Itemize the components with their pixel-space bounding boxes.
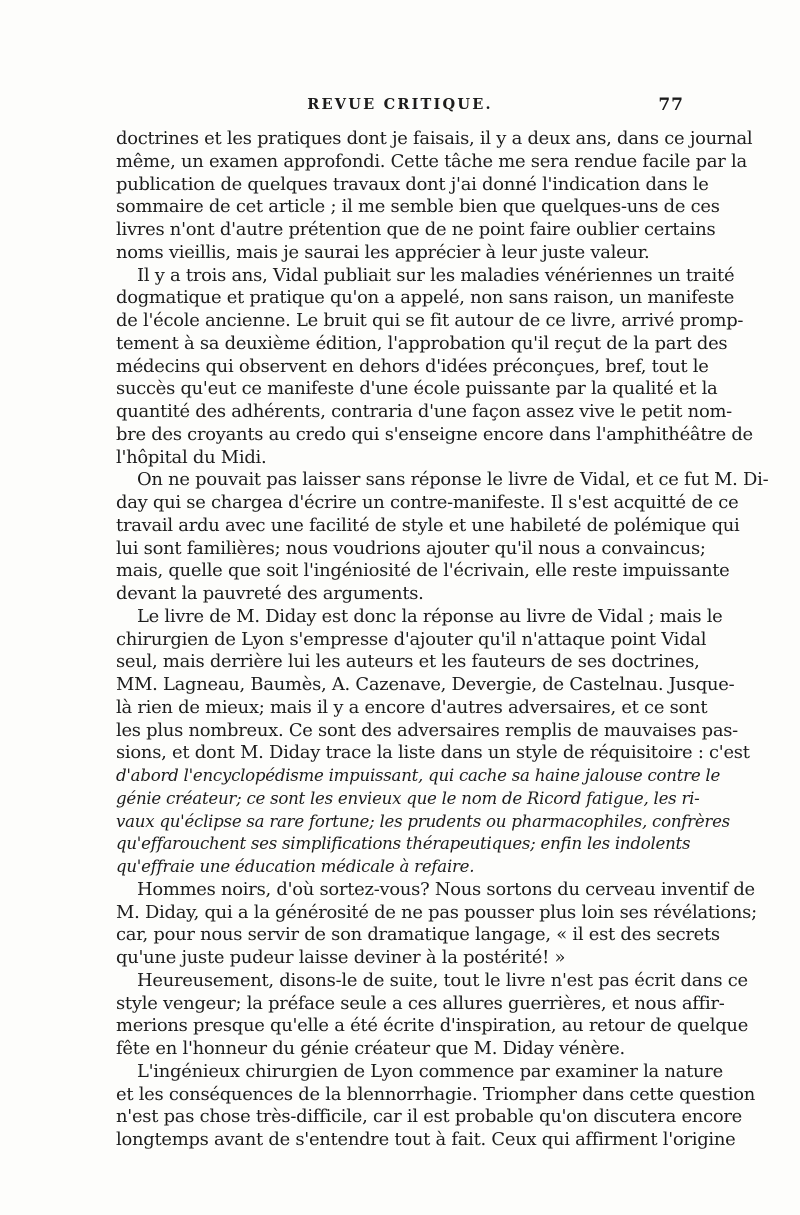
- text-line: seul, mais derrière lui les auteurs et les fauteurs de ses doctrines,: [116, 651, 700, 673]
- text-line: n'est pas chose très-difficile, car il est probable qu'on discutera encore: [116, 1106, 742, 1128]
- text-line: travail ardu avec une facilité de style et une habileté de polémique qui: [116, 514, 740, 536]
- text-line: tement à sa deuxième édition, l'approbation qu'il reçut de la part des: [116, 332, 728, 354]
- text-line: et les conséquences de la blennorrhagie. Triompher dans cette question: [116, 1083, 756, 1105]
- text-line: L'ingénieux chirurgien de Lyon commence par examiner la nature: [137, 1060, 723, 1082]
- text-line: quantité des adhérents, contraria d'une façon assez vive le petit nom-: [116, 401, 732, 422]
- text-line: qu'effraie une éducation médicale à refaire.: [116, 857, 475, 876]
- text-line: qu'une juste pudeur laisse deviner à la postérité! »: [116, 947, 566, 968]
- text-line: vaux qu'éclipse sa rare fortune; les prudents ou pharmacophiles, confrères: [116, 811, 730, 831]
- text-line: là rien de mieux; mais il y a encore d'autres adversaires, et ce sont: [116, 696, 708, 718]
- text-line: dogmatique et pratique qu'on a appelé, non sans raison, un manifeste: [116, 287, 735, 309]
- text-line: fête en l'honneur du génie créateur que M. Diday vénère.: [116, 1038, 625, 1059]
- text-line: succès qu'eut ce manifeste d'une école puissante par la qualité et la: [116, 378, 718, 400]
- text-line: médecins qui observent en dehors d'idées préconçues, bref, tout le: [116, 355, 709, 377]
- text-line: doctrines et les pratiques dont je faisais, il y a deux ans, dans ce journal: [116, 128, 753, 149]
- text-line: les plus nombreux. Ce sont des adversaires remplis de mauvaises pas-: [116, 719, 738, 741]
- text-line: devant la pauvreté des arguments.: [116, 583, 424, 604]
- text-line: l'hôpital du Midi.: [116, 446, 267, 468]
- text-line: mais, quelle que soit l'ingéniosité de l'écrivain, elle reste impuissante: [116, 560, 730, 582]
- text-line: On ne pouvait pas laisser sans réponse le livre de Vidal, et ce fut M. Di-: [137, 469, 769, 491]
- text-line: sions, et dont M. Diday trace la liste dans un style de réquisitoire : c'est: [116, 742, 750, 764]
- text-line: Hommes noirs, d'où sortez-vous? Nous sortons du cerveau inventif de: [137, 878, 755, 900]
- text-line: publication de quelques travaux dont j'ai donné l'indication dans le: [116, 173, 709, 195]
- text-line: noms vieillis, mais je saurai les apprécier à leur juste valeur.: [116, 241, 650, 263]
- text-line: day qui se chargea d'écrire un contre-manifeste. Il s'est acquitté de ce: [116, 492, 739, 513]
- running-title: REVUE CRITIQUE.: [307, 96, 493, 113]
- text-line: lui sont familières; nous voudrions ajouter qu'il nous a convaincus;: [116, 537, 706, 559]
- text-line: bre des croyants au credo qui s'enseigne encore dans l'amphithéâtre de: [116, 423, 753, 445]
- page-number: 77: [658, 95, 684, 115]
- text-line: Le livre de M. Diday est donc la réponse au livre de Vidal ; mais le: [137, 605, 723, 627]
- text-line: merions presque qu'elle a été écrite d'inspiration, au retour de quelque: [116, 1015, 749, 1037]
- text-line: longtemps avant de s'entendre tout à fait. Ceux qui affirment l'origine: [116, 1129, 736, 1150]
- running-head: [116, 96, 684, 120]
- text-line: Il y a trois ans, Vidal publiait sur les maladies vénériennes un traité: [137, 264, 735, 286]
- text-line: livres n'ont d'autre prétention que de ne point faire oublier certains: [116, 219, 716, 240]
- text-line: chirurgien de Lyon s'empresse d'ajouter qu'il n'attaque point Vidal: [116, 628, 707, 650]
- text-line: car, pour nous servir de son dramatique langage, « il est des secrets: [116, 924, 720, 946]
- body-text: [116, 128, 769, 1152]
- text-line: génie créateur; ce sont les envieux que le nom de Ricord fatigue, les ri-: [116, 788, 700, 808]
- text-line: style vengeur; la préface seule a ces allures guerrières, et nous affir-: [116, 992, 725, 1014]
- text-line: Heureusement, disons-le de suite, tout le livre n'est pas écrit dans ce: [137, 969, 748, 991]
- text-line: sommaire de cet article ; il me semble bien que quelques-uns de ces: [116, 196, 720, 218]
- text-line: MM. Lagneau, Baumès, A. Cazenave, Devergie, de Castelnau. Jusque-: [116, 674, 735, 695]
- text-line: de l'école ancienne. Le bruit qui se fit autour de ce livre, arrivé promp-: [116, 310, 744, 331]
- text-line: qu'effarouchent ses simplifications thérapeutiques; enfin les indolents: [116, 834, 691, 854]
- text-line: d'abord l'encyclopédisme impuissant, qui cache sa haine jalouse contre le: [116, 766, 721, 785]
- text-line: M. Diday, qui a la générosité de ne pas pousser plus loin ses révélations;: [116, 901, 757, 923]
- text-line: même, un examen approfondi. Cette tâche me sera rendue facile par la: [116, 150, 747, 172]
